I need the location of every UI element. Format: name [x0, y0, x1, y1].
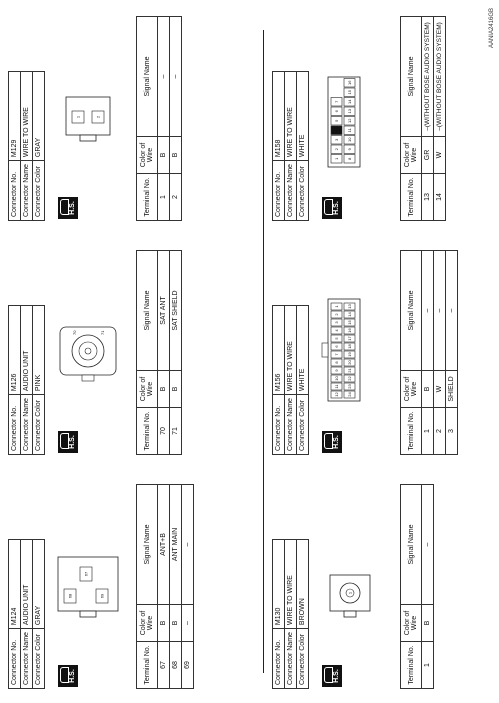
table-row: 2 B –	[170, 17, 182, 221]
connector-panel-m124	[8, 479, 228, 689]
pin-label-16: 16	[347, 80, 352, 85]
connector-info-table: Connector No. M130 Connector Name WIRE TO WIRE Connector Color BROWN	[272, 539, 309, 689]
table-row: 2 W –	[434, 251, 446, 455]
connector-info-table: Connector No. M126 Connector Name AUDIO UNIT Connector Color PINK	[8, 305, 45, 455]
pin-label-20: 20	[347, 360, 352, 365]
terminal-table	[136, 484, 194, 689]
pin-label-10: 10	[334, 376, 339, 381]
pin-label-14: 14	[347, 312, 352, 317]
pin-70	[85, 348, 91, 354]
table-row: 1 B –	[158, 17, 170, 221]
section-divider	[263, 30, 264, 673]
pin-label-4: 4	[334, 329, 339, 332]
pin-label-67: 67	[83, 571, 89, 577]
pin-label-3: 3	[334, 321, 339, 324]
figure-code: AANIA2416GB	[489, 8, 495, 49]
pin-label-2: 2	[334, 148, 339, 151]
table-row: 13 GR –(WITHOUT BOSE AUDIO SYSTEM)	[422, 17, 434, 221]
pin-label-5: 5	[334, 337, 339, 340]
pin-label-12: 12	[347, 118, 352, 123]
pin-label-3: 3	[334, 138, 339, 141]
pin-label-24: 24	[347, 392, 352, 397]
pin-label-13: 13	[347, 109, 352, 114]
pin-label-2: 2	[334, 313, 339, 316]
hs-harness-side-icon: H.S.	[322, 665, 342, 687]
table-row: 3 SHIELD –	[446, 251, 458, 455]
pin-label-1: 1	[347, 591, 353, 595]
pin-label-1: 1	[334, 157, 339, 160]
connector-face-diagram	[52, 315, 124, 385]
connector-color-value: PINK	[33, 306, 45, 395]
terminal-table: Terminal No. Color of Wire Signal Name 1 B –	[400, 484, 434, 689]
connector-face-diagram	[320, 295, 370, 405]
connector-color-value: BROWN	[297, 540, 309, 629]
terminal-table: Terminal No. Color of Wire Signal Name 1 B – 2 B –	[136, 16, 182, 221]
connector-no-value: M124	[9, 540, 21, 629]
pin-label-10: 10	[347, 137, 352, 142]
pin-label-9: 9	[347, 148, 352, 151]
connector-name-value: WIRE TO WIRE	[285, 306, 297, 395]
connector-info-table	[8, 539, 45, 689]
pin-label-69: 69	[99, 593, 105, 599]
pin-label-21: 21	[347, 368, 352, 373]
connector-no-value: M156	[273, 306, 285, 395]
connector-face-diagram	[52, 81, 124, 151]
pin-label-8: 8	[334, 361, 339, 364]
connector-color-value: GRAY	[33, 72, 45, 161]
table-row: 69 – –	[182, 485, 194, 689]
pin-label-6: 6	[334, 110, 339, 113]
terminal-table: Terminal No. Color of Wire Signal Name 70 B SAT ANT 71 B SAT SHIELD	[136, 250, 182, 455]
pin-label-1: 1	[334, 305, 339, 308]
terminal-table: Terminal No. Color of Wire Signal Name 1 B – 2 W – 3 SHIELD –	[400, 250, 458, 455]
table-row: 68 B ANT MAIN	[170, 485, 182, 689]
pin-label-4: 4	[334, 129, 339, 132]
pin-label-71: 71	[100, 330, 105, 335]
hs-harness-side-icon: H.S.	[322, 431, 342, 453]
hs-harness-side-icon: H.S.	[58, 665, 78, 687]
pin-label-7: 7	[334, 353, 339, 356]
connector-no-value: M158	[273, 72, 285, 161]
pin-label-8: 8	[347, 157, 352, 160]
table-row: 1 B –	[422, 251, 434, 455]
connector-face-diagram	[52, 549, 124, 619]
connector-name-value: WIRE TO WIRE	[21, 72, 33, 161]
terminal-table: Terminal No. Color of Wire Signal Name 13 GR –(WITHOUT BOSE AUDIO SYSTEM) 14 W –(WITHOUT BOSE AUDIO SYSTEM)	[400, 16, 446, 221]
header-color-of-wire: Color of Wire	[137, 605, 158, 642]
pin-label-70: 70	[72, 330, 77, 335]
connector-no-label: Connector No.	[9, 629, 21, 689]
pin-label-18: 18	[347, 344, 352, 349]
pin-label-19: 19	[347, 352, 352, 357]
hs-harness-side-icon: H.S.	[322, 197, 342, 219]
table-row: 1 B –	[422, 485, 434, 689]
table-row: 70 B SAT ANT	[158, 251, 170, 455]
pin-label-68: 68	[67, 593, 73, 599]
pin-label-11: 11	[347, 128, 352, 133]
connector-panel-m126	[8, 245, 228, 455]
connector-color-value: WHITE	[297, 306, 309, 395]
table-row: 14 W –(WITHOUT BOSE AUDIO SYSTEM)	[434, 17, 446, 221]
pin-label-9: 9	[334, 369, 339, 372]
pin-label-12: 12	[334, 392, 339, 397]
pin-label-15: 15	[347, 90, 352, 95]
connector-info-table: Connector No. M158 Connector Name WIRE TO WIRE Connector Color WHITE	[272, 71, 309, 221]
header-terminal-no: Terminal No.	[137, 642, 158, 689]
connector-name-value: AUDIO UNIT	[21, 540, 33, 629]
connector-name-label: Connector Name	[21, 629, 33, 689]
pin-label-13: 13	[347, 304, 352, 309]
connector-color-value: GRAY	[33, 540, 45, 629]
connector-color-value: WHITE	[297, 72, 309, 161]
pin-label-17: 17	[347, 336, 352, 341]
connector-info-table: Connector No. M129 Connector Name WIRE TO WIRE Connector Color GRAY	[8, 71, 45, 221]
table-row: 67 B ANT+B	[158, 485, 170, 689]
pin-label-16: 16	[347, 328, 352, 333]
connector-color-label: Connector Color	[33, 629, 45, 689]
hs-harness-side-icon: H.S.	[58, 197, 78, 219]
connector-panel-m158	[272, 11, 492, 221]
connector-name-value: AUDIO UNIT	[21, 306, 33, 395]
connector-panel-m129	[8, 11, 228, 221]
connector-name-value: WIRE TO WIRE	[285, 540, 297, 629]
connector-face-diagram	[320, 71, 370, 171]
pin-label-5: 5	[334, 119, 339, 122]
pin-label-7: 7	[334, 100, 339, 103]
pin-label-6: 6	[334, 345, 339, 348]
pin-label-22: 22	[347, 376, 352, 381]
pin-label-23: 23	[347, 384, 352, 389]
connector-no-value: M129	[9, 72, 21, 161]
connector-info-table: Connector No. M156 Connector Name WIRE TO WIRE Connector Color WHITE	[272, 305, 309, 455]
connector-face-diagram	[316, 559, 388, 629]
header-signal-name: Signal Name	[137, 485, 158, 605]
table-row: 71 B SAT SHIELD	[170, 251, 182, 455]
pin-label-14: 14	[347, 99, 352, 104]
connector-panel-m130	[272, 479, 492, 689]
connector-panel-m156	[272, 245, 492, 455]
pin-label-1: 1	[75, 115, 81, 119]
pin-label-11: 11	[334, 384, 339, 389]
pin-label-2: 2	[95, 115, 101, 119]
connector-no-value: M130	[273, 540, 285, 629]
hs-harness-side-icon: H.S.	[58, 431, 78, 453]
pin-label-15: 15	[347, 320, 352, 325]
connector-no-value: M126	[9, 306, 21, 395]
connector-name-value: WIRE TO WIRE	[285, 72, 297, 161]
